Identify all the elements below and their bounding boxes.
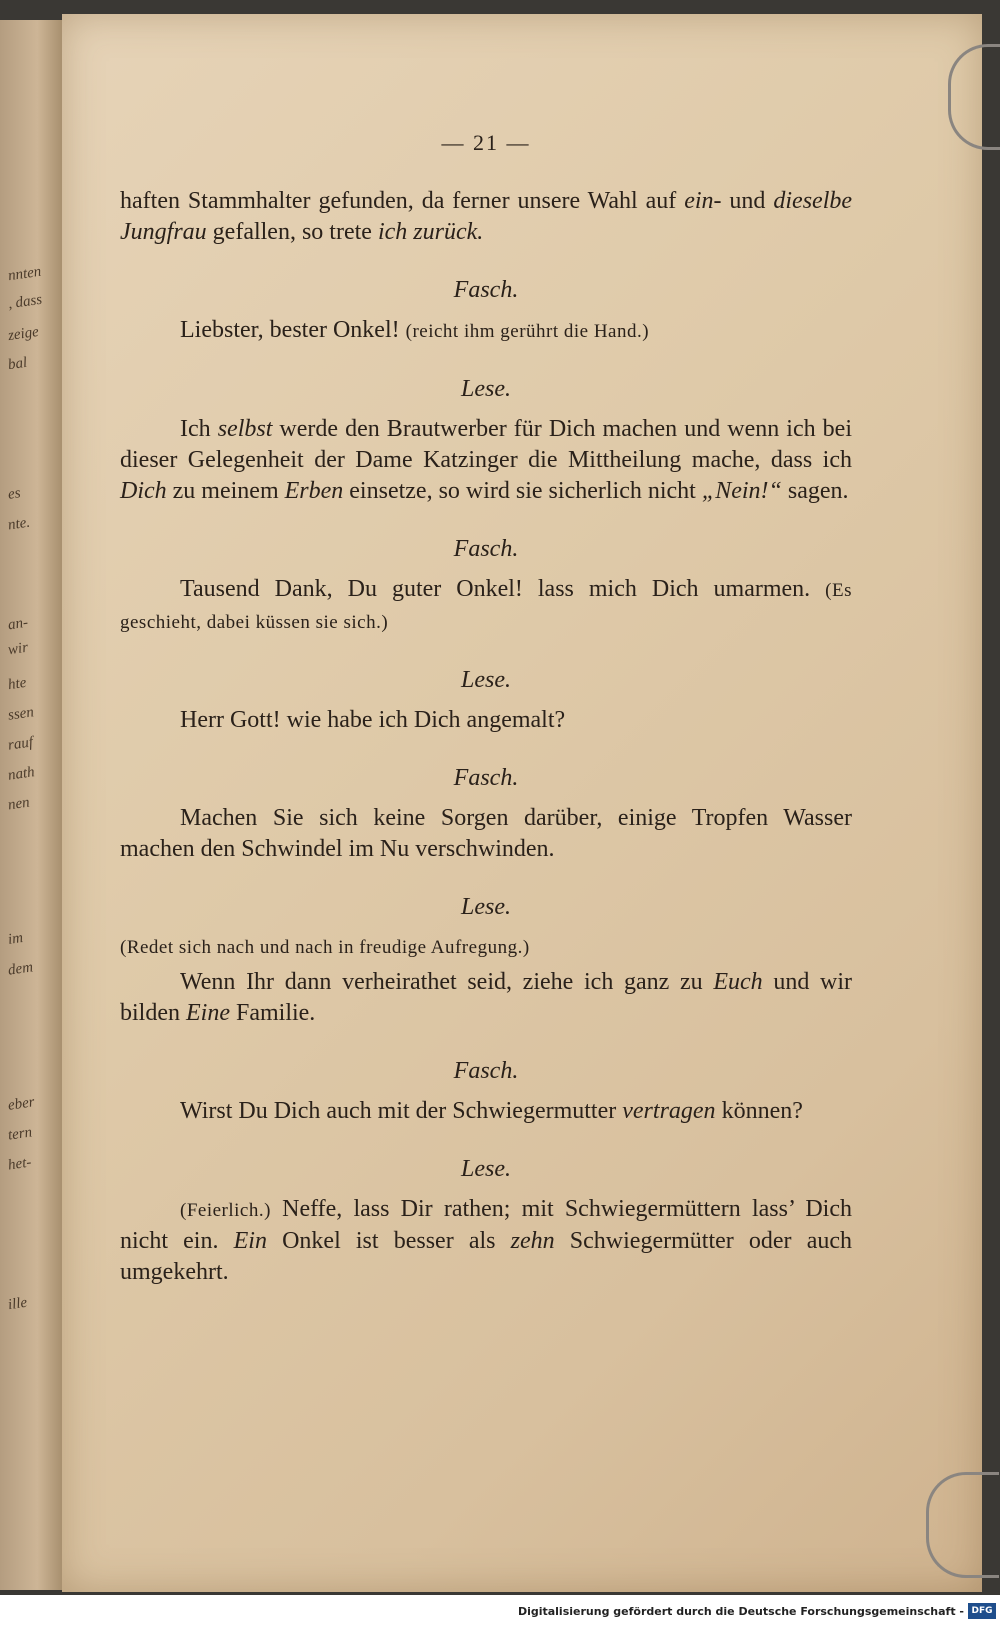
body-text: zu meinem xyxy=(166,478,285,504)
body-text: Schwiegermütter oder auch umgekehrt. xyxy=(120,1228,852,1285)
dialogue-paragraph xyxy=(120,967,852,1029)
left-page-fragment: nen xyxy=(6,794,31,814)
emphasis-text: zehn xyxy=(510,1228,555,1254)
page-content xyxy=(120,130,852,1288)
left-page-fragment: nath xyxy=(7,764,36,784)
body-text: einsetze, so wird sie sicherlich nicht xyxy=(343,478,702,504)
speaker-name: Fasch. xyxy=(453,536,519,562)
emphasis-text: Dich xyxy=(120,478,167,504)
emphasis-text: „Nein!“ xyxy=(701,478,782,504)
speaker-name: Lese. xyxy=(461,667,511,693)
emphasis-text: Erben xyxy=(284,478,344,504)
page-clip-top xyxy=(948,44,1000,150)
body-text: Liebster, bester Onkel! xyxy=(180,317,406,343)
body-text: Herr Gott! wie habe ich Dich angemalt? xyxy=(180,707,566,733)
page-clip-bottom xyxy=(926,1472,999,1578)
body-text: sagen. xyxy=(781,478,849,504)
body-text: Neffe, lass Dir rathen; mit Schwiegermüttern lass’ Dich nicht ein. xyxy=(120,1196,852,1254)
dialogue-paragraph xyxy=(120,1096,852,1127)
speaker-name: Fasch. xyxy=(453,1058,519,1084)
body-text: werde den Brautwerber für Dich machen und wenn ich bei dieser Gelegenheit der Dame Katzinger die Mittheilung mache, dass ich xyxy=(120,416,852,473)
footer-bar xyxy=(0,1595,1000,1629)
speaker-name: Lese. xyxy=(461,1156,511,1182)
left-page-fragment: hte xyxy=(6,674,28,694)
left-page-fragment: es xyxy=(6,485,22,503)
dialogue-paragraph xyxy=(120,574,852,638)
body-text: haften Stammhalter gefunden, da ferner unsere Wahl auf xyxy=(120,188,685,214)
body-text: und xyxy=(721,188,774,214)
emphasis-text: Eine xyxy=(186,1000,230,1026)
left-page-fragment: tern xyxy=(7,1124,34,1144)
emphasis-text: ein- xyxy=(684,188,722,214)
left-page-fragment: nte. xyxy=(6,514,32,534)
left-page-fragment: wir xyxy=(6,639,30,659)
left-page-edge xyxy=(0,20,62,1590)
body-text: Wenn Ihr dann verheirathet seid, ziehe ich ganz zu xyxy=(180,969,714,995)
speaker-name: Fasch. xyxy=(453,277,519,303)
left-page-fragment: eber xyxy=(7,1094,36,1114)
text-blocks xyxy=(120,186,852,1288)
body-text: gefallen, so trete xyxy=(206,219,378,245)
stage-direction: (Feierlich.) xyxy=(180,1200,271,1221)
left-page-fragment: ille xyxy=(6,1294,29,1314)
left-page-fragment: ssen xyxy=(7,704,35,724)
dialogue-paragraph xyxy=(120,803,852,865)
body-text: Onkel ist besser als xyxy=(266,1228,511,1254)
stage-direction: (Redet sich nach und nach in freudige Aufregung.) xyxy=(120,937,530,958)
stage-direction: (reicht ihm gerührt die Hand.) xyxy=(405,321,650,342)
dialogue-paragraph xyxy=(120,315,852,347)
left-page-fragment: , dass xyxy=(7,291,44,313)
body-text: Wirst Du Dich auch mit der Schwiegermutter xyxy=(180,1098,623,1124)
stage-direction: (Es geschieht, dabei küssen sie sich.) xyxy=(120,580,852,633)
left-page-fragment: im xyxy=(6,930,25,948)
emphasis-text: dieselbe Jungfrau xyxy=(120,188,853,245)
body-text: Machen Sie sich keine Sorgen darüber, einige Tropfen Wasser machen den Schwindel im Nu verschwinden. xyxy=(120,805,852,862)
emphasis-text: selbst xyxy=(217,416,273,442)
body-text: Ich xyxy=(180,416,218,442)
body-text: und wir bilden xyxy=(120,969,852,1026)
left-page-fragment: nnten xyxy=(7,263,43,285)
dialogue-paragraph xyxy=(120,414,852,507)
emphasis-text: vertragen xyxy=(622,1098,716,1124)
dfg-logo: DFG xyxy=(968,1603,996,1619)
dialogue-paragraph xyxy=(120,1194,852,1288)
emphasis-text: Ein xyxy=(233,1228,267,1254)
page-number: — 21 — xyxy=(441,130,531,155)
left-page-fragment: an- xyxy=(6,614,30,634)
body-text: Familie. xyxy=(229,1000,316,1026)
left-page-fragment: zeige xyxy=(7,323,40,345)
emphasis-text: ich zurück. xyxy=(377,219,484,245)
left-page-fragment: dem xyxy=(7,959,34,979)
dialogue-paragraph xyxy=(120,186,852,248)
left-page-fragment: bal xyxy=(6,354,29,374)
speaker-name: Lese. xyxy=(461,894,511,920)
footer-credit: Digitalisierung gefördert durch die Deutsche Forschungsgemeinschaft - xyxy=(517,1605,964,1618)
dialogue-paragraph xyxy=(120,705,852,736)
left-page-fragment: rauf xyxy=(7,734,35,754)
emphasis-text: Euch xyxy=(713,969,763,995)
body-text: können? xyxy=(715,1098,803,1124)
speaker-name: Fasch. xyxy=(453,765,519,791)
body-text: Tausend Dank, Du guter Onkel! lass mich Dich umarmen. xyxy=(180,576,826,602)
left-page-fragment: het- xyxy=(7,1154,33,1174)
speaker-name: Lese. xyxy=(461,376,511,402)
